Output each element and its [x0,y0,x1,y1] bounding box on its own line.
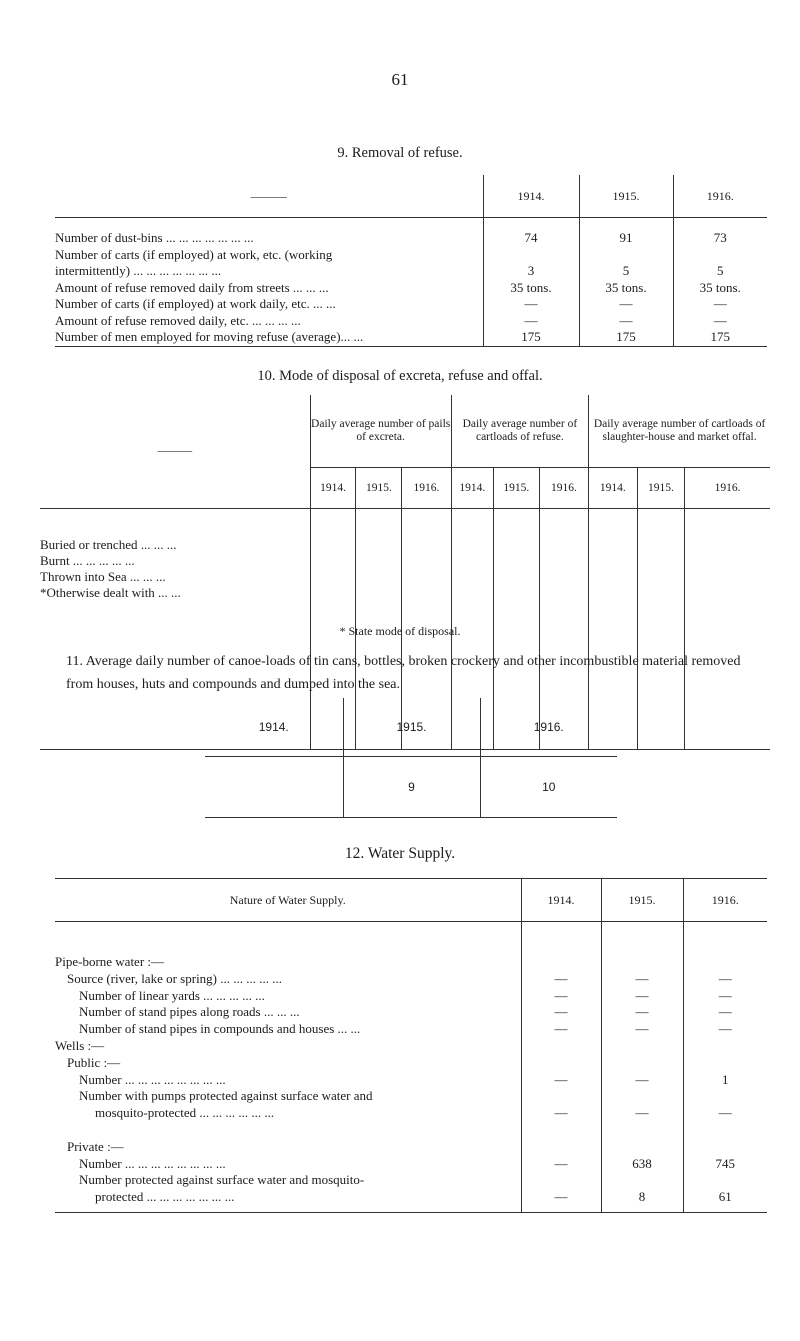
group-header-offal: Daily average number of cartloads of slaughter-house and market offal. [589,395,770,468]
water-supply-table [55,878,767,1213]
column-1915: 91 5 35 tons. — — 175 [579,218,673,347]
value-1915: 9 [343,757,480,818]
section-12-title: 12. Water Supply. [344,845,456,862]
column-1914: 74 3 35 tons. — — 175 [483,218,579,347]
year-header: 1914. [205,698,343,757]
table-corner: ——— [55,175,483,218]
year-header: 1914. [451,468,493,509]
nature-header: Nature of Water Supply. [55,879,521,922]
row-labels: Pipe-borne water :— Source (river, lake or spring) ... ... ... ... ... Number of linear yards ... ... ... ... ... Number of stand pipes along roads ... ... ... Number of stand pipes in compounds and houses ... ... Wells :— Public :— Number ... ... ... ... ... ... ... ... Number with pumps protected against surface water and mosquito-protected ... ... ... ... ... ... Private :— Number ... ... ... ... ... ... ... ... Number protected against surface water and mosquito- protected ... ... ... ... ... ... ... [55,922,521,1213]
canoe-loads-table [205,698,617,818]
row-labels: Buried or trenched ... ... ... Burnt ... ... ... ... ... Thrown into Sea ... ... ... *Otherwise dealt with ... ... [40,509,310,750]
year-header: 1915. [343,698,480,757]
year-header: 1916. [683,879,767,922]
year-header: 1915. [356,468,402,509]
year-header: 1916. [480,698,617,757]
refuse-removal-table [55,175,767,347]
page-number: 61 [391,70,409,89]
year-header: 1915. [637,468,685,509]
value-1914 [205,757,343,818]
year-header: 1915. [579,175,673,218]
year-header: 1914. [589,468,638,509]
year-header: 1915. [493,468,539,509]
column-1915: — — — — — — 638 8 [601,922,683,1213]
value-1916: 10 [480,757,617,818]
column-1916: 73 5 35 tons. — — 175 [673,218,767,347]
section-11-text: 11. Average daily number of canoe-loads of tin cans, bottles, broken crockery and other incombustible material removed from houses, huts and compounds and dumped into the sea. [66,654,741,692]
footnote: * State mode of disposal. [339,624,461,638]
row-labels: Number of dust-bins ... ... ... ... ... ... ... Number of carts (if employed) at work, etc. (working intermittently) ... ... ... ... ... ... ... Amount of refuse removed daily from streets ... ... ... Number of carts (if employed) at work daily, etc. ... ... Amount of refuse removed daily, etc. ... ... ... ... Number of men employed for moving refuse (average)... ... [55,218,483,347]
year-header: 1914. [521,879,601,922]
year-header: 1914. [483,175,579,218]
group-header-pails: Daily average number of pails of excreta. [310,395,451,468]
year-header: 1915. [601,879,683,922]
year-header: 1916. [673,175,767,218]
column-1914: — — — — — — — — [521,922,601,1213]
table-corner: ——— [40,395,310,509]
section-9-title: 9. Removal of refuse. [337,145,463,161]
year-header: 1914. [310,468,356,509]
column-1916: — — — — 1 — 745 61 [683,922,767,1213]
disposal-table [40,395,770,750]
group-header-refuse: Daily average number of cartloads of refuse. [451,395,588,468]
year-header: 1916. [685,468,770,509]
section-10-title: 10. Mode of disposal of excreta, refuse and offal. [257,368,543,384]
year-header: 1916. [539,468,588,509]
year-header: 1916. [402,468,451,509]
